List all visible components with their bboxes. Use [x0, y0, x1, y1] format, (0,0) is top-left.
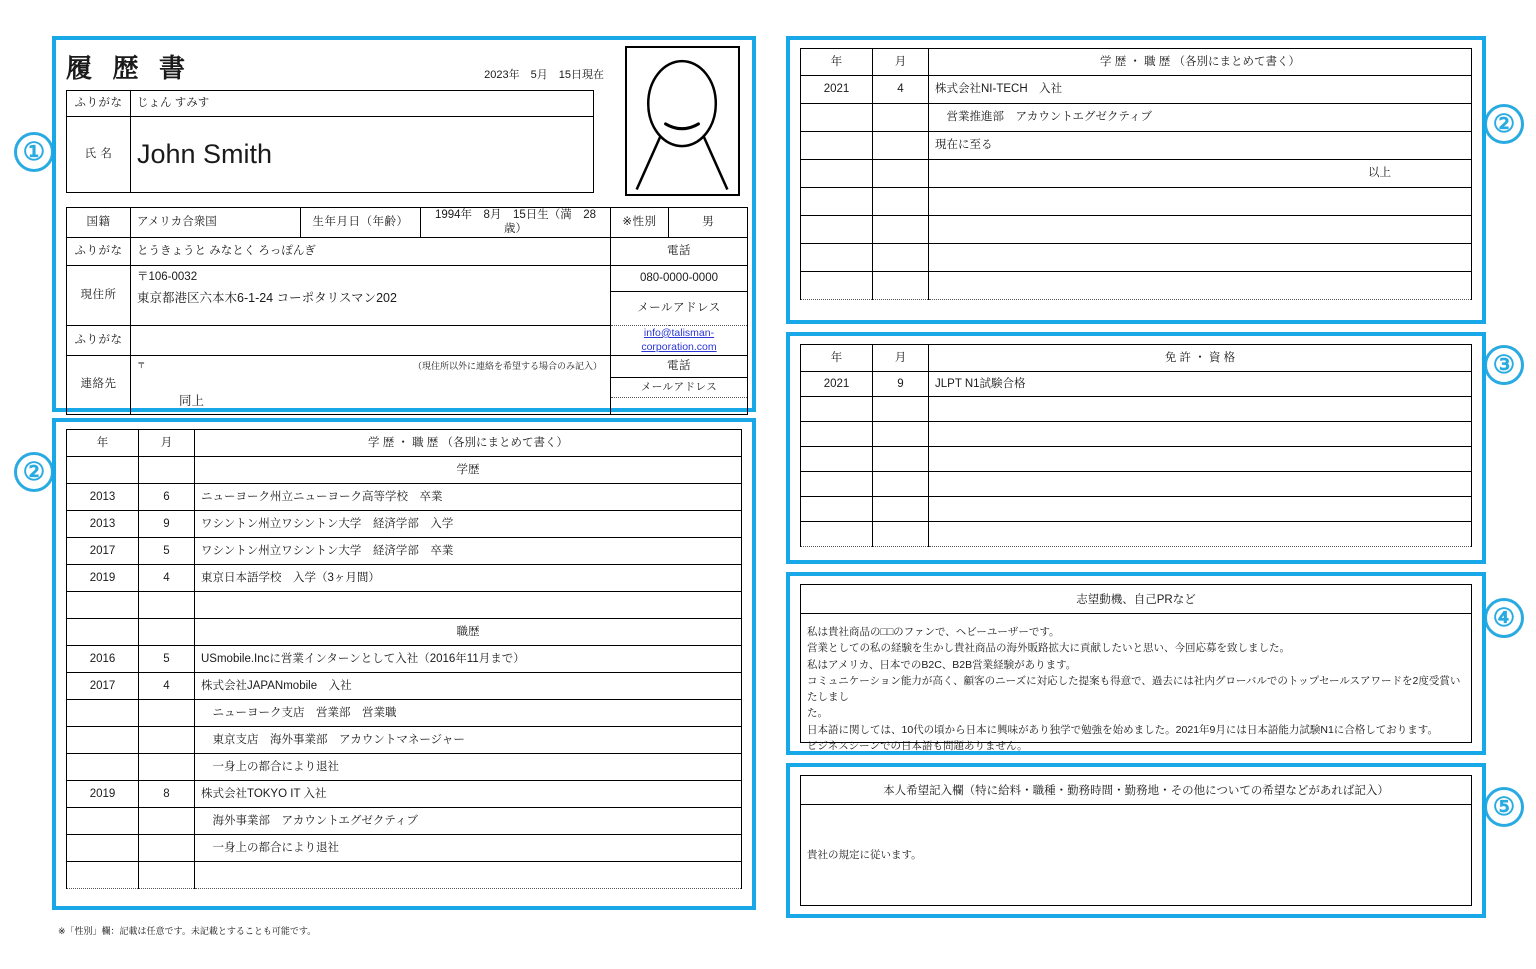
- portrait-icon: [627, 48, 738, 194]
- name-table-wrap: [66, 90, 594, 193]
- contact-value: 同上: [131, 377, 611, 414]
- cell-year: [801, 522, 873, 547]
- col-year: 年: [801, 49, 873, 76]
- table-header-row: [801, 49, 1472, 76]
- table-row: [67, 325, 748, 355]
- cell-month: [139, 835, 195, 862]
- cell-description: [929, 397, 1472, 422]
- cell-description: ワシントン州立ワシントン大学 経済学部 入学: [195, 511, 742, 538]
- cell-month: [139, 592, 195, 619]
- licenses-section: [786, 332, 1486, 564]
- table-row: [67, 208, 748, 238]
- cell-month: [139, 862, 195, 889]
- marker-5: ⑤: [1484, 787, 1524, 827]
- cell-description: 東京支店 海外事業部 アカウントマネージャー: [195, 727, 742, 754]
- cell-month: 4: [139, 565, 195, 592]
- cell-month: [873, 188, 929, 216]
- email-link[interactable]: info@talisman-corporation.com: [641, 326, 717, 354]
- cell-month: [139, 619, 195, 646]
- cell-month: 6: [139, 484, 195, 511]
- table-row: [801, 372, 1472, 397]
- cell-year: [67, 862, 139, 889]
- cell-description: [195, 592, 742, 619]
- table-row: [67, 484, 742, 511]
- birth-value: 1994年 8月 15日生（満 28歳）: [421, 208, 611, 238]
- nationality-label: 国籍: [67, 208, 131, 238]
- table-header-row: [801, 345, 1472, 372]
- cell-month: 5: [139, 538, 195, 565]
- furigana-name-value: じょん すみす: [131, 91, 594, 117]
- cell-year: 2021: [801, 372, 873, 397]
- table-row: [67, 237, 748, 265]
- contact-mail-value: [611, 398, 747, 414]
- cell-month: [873, 132, 929, 160]
- contact-note: （現住所以外に連絡を希望する場合のみ記入）: [412, 360, 602, 371]
- cell-month: [873, 272, 929, 300]
- page-title: 履 歴 書: [66, 54, 193, 83]
- col-year: 年: [67, 430, 139, 457]
- table-row: [801, 188, 1472, 216]
- contact-furigana-label: ふりがな: [67, 325, 131, 355]
- cell-month: [139, 457, 195, 484]
- marker-3: ③: [1484, 345, 1524, 385]
- cell-month: [873, 447, 929, 472]
- table-row: [801, 132, 1472, 160]
- motivation-line: 日本語に関しては、10代の頃から日本に興味があり独学で勉強を始めました。2021年9月には日本語能力試験N1に合格しております。: [807, 723, 1438, 736]
- cell-description: [929, 422, 1472, 447]
- cell-description: 現在に至る: [929, 132, 1472, 160]
- table-row: [801, 160, 1472, 188]
- cell-month: [873, 104, 929, 132]
- cell-year: [801, 132, 873, 160]
- cell-year: [801, 447, 873, 472]
- cell-year: [67, 592, 139, 619]
- motivation-line: ビジネスシーンでの日本語も問題ありません。: [807, 739, 1028, 752]
- cell-year: [67, 619, 139, 646]
- photo-placeholder: [625, 46, 740, 196]
- cell-month: [139, 754, 195, 781]
- cell-description: [929, 216, 1472, 244]
- gender-label: ※性別: [611, 208, 669, 238]
- cell-year: [801, 472, 873, 497]
- cell-month: [873, 244, 929, 272]
- table-row: [801, 447, 1472, 472]
- cell-month: [139, 727, 195, 754]
- name-label: 氏 名: [67, 117, 131, 193]
- marker-4: ④: [1484, 598, 1524, 638]
- cell-description: 株式会社NI-TECH 入社: [929, 76, 1472, 104]
- motivation-title: 志望動機、自己PRなど: [801, 585, 1471, 614]
- cell-month: 9: [873, 372, 929, 397]
- cell-description: [929, 497, 1472, 522]
- table-row: [801, 216, 1472, 244]
- cell-description: JLPT N1試験合格: [929, 372, 1472, 397]
- nationality-value: アメリカ合衆国: [131, 208, 301, 238]
- cell-year: 2017: [67, 538, 139, 565]
- address-furigana-label: ふりがな: [67, 237, 131, 265]
- cell-description: 株式会社TOKYO IT 入社: [195, 781, 742, 808]
- identity-table-wrap: [66, 207, 748, 415]
- cell-year: [67, 808, 139, 835]
- table-row: [67, 781, 742, 808]
- cell-description: ニューヨーク州立ニューヨーク高等学校 卒業: [195, 484, 742, 511]
- table-row: [67, 862, 742, 889]
- cell-description: 一身上の都合により退社: [195, 754, 742, 781]
- personal-info-section: [52, 36, 756, 412]
- cell-description: [929, 447, 1472, 472]
- cell-year: 2016: [67, 646, 139, 673]
- contact-postal: 〒: [137, 359, 146, 370]
- col-description: 免 許 ・ 資 格: [929, 345, 1472, 372]
- motivation-box: [800, 584, 1472, 752]
- furigana-label: ふりがな: [67, 91, 131, 117]
- cell-month: 4: [139, 673, 195, 700]
- cell-year: [67, 700, 139, 727]
- license-rows: [801, 372, 1472, 547]
- marker-1: ①: [14, 132, 54, 172]
- motivation-line: 営業としての私の経験を生かし貴社商品の海外販路拡大に貢献したいと思い、今回応募を致しました。: [807, 642, 1290, 655]
- cell-description: [195, 862, 742, 889]
- cell-month: [873, 422, 929, 447]
- cell-month: 8: [139, 781, 195, 808]
- motivation-section: [786, 572, 1486, 755]
- motivation-body: [801, 614, 1471, 764]
- col-description: 学 歴 ・ 職 歴 （各別にまとめて書く）: [929, 49, 1472, 76]
- table-header-row: [67, 430, 742, 457]
- table-row: [67, 808, 742, 835]
- cell-description: 学歴: [195, 457, 742, 484]
- identity-table: [66, 207, 748, 415]
- cell-month: [873, 497, 929, 522]
- motivation-line: 私は貴社商品の□□のファンで、ヘビーユーザーです。: [807, 626, 1060, 638]
- table-row: [67, 538, 742, 565]
- cell-year: 2017: [67, 673, 139, 700]
- table-row: [801, 472, 1472, 497]
- history-section-right: [786, 36, 1486, 324]
- cell-month: [139, 808, 195, 835]
- table-row: [801, 422, 1472, 447]
- cell-month: 5: [139, 646, 195, 673]
- cell-year: [801, 272, 873, 300]
- address-label: 現住所: [67, 265, 131, 325]
- cell-description: 海外事業部 アカウントエグゼクティブ: [195, 808, 742, 835]
- mail-label: メールアドレス: [611, 291, 748, 325]
- tel-value: 080-0000-0000: [611, 265, 748, 291]
- table-row: [801, 397, 1472, 422]
- table-row: [67, 673, 742, 700]
- history-table-left: [66, 429, 742, 889]
- contact-postal-row: [131, 355, 611, 377]
- table-row: [67, 91, 594, 117]
- cell-description: ニューヨーク支店 営業部 営業職: [195, 700, 742, 727]
- cell-month: [873, 160, 929, 188]
- col-description: 学 歴 ・ 職 歴 （各別にまとめて書く）: [195, 430, 742, 457]
- cell-description: [929, 188, 1472, 216]
- table-row: [801, 244, 1472, 272]
- tel-label: 電話: [611, 237, 748, 265]
- cell-year: [801, 160, 873, 188]
- history-section-left: [52, 418, 756, 910]
- table-row: [67, 727, 742, 754]
- table-row: [801, 522, 1472, 547]
- motivation-line: コミュニケーション能力が高く、顧客のニーズに対応した提案も得意で、過去には社内グローバルでのトップセールスアワードを2度受賞いたしまし: [807, 674, 1461, 704]
- history-rows-right: [801, 76, 1472, 300]
- table-row: [801, 104, 1472, 132]
- motivation-line: 私はアメリカ、日本でのB2C、B2B営業経験があります。: [807, 658, 1077, 671]
- history-rows-left: [67, 457, 742, 889]
- history-table-right: [800, 48, 1472, 300]
- marker-2-right: ②: [1484, 104, 1524, 144]
- request-box: [800, 775, 1472, 906]
- table-row: [67, 377, 748, 414]
- cell-description: [929, 244, 1472, 272]
- gender-value: 男: [669, 208, 748, 238]
- col-month: 月: [873, 345, 929, 372]
- table-row: [67, 835, 742, 862]
- request-section: [786, 763, 1486, 918]
- table-row: [67, 457, 742, 484]
- col-year: 年: [801, 345, 873, 372]
- gender-footnote: ※「性別」欄：記載は任意です。未記載とすることも可能です。: [58, 926, 317, 936]
- cell-description: 株式会社JAPANmobile 入社: [195, 673, 742, 700]
- cell-year: [801, 188, 873, 216]
- table-row: [67, 117, 594, 193]
- name-table: [66, 90, 594, 193]
- cell-month: [873, 216, 929, 244]
- table-row: [67, 592, 742, 619]
- cell-month: [873, 472, 929, 497]
- table-row: [67, 619, 742, 646]
- cell-year: [67, 727, 139, 754]
- table-row: [67, 565, 742, 592]
- contact-furigana-value: [131, 325, 611, 355]
- cell-description: 一身上の都合により退社: [195, 835, 742, 862]
- cell-month: [873, 522, 929, 547]
- cell-year: [801, 397, 873, 422]
- table-row: [67, 646, 742, 673]
- cell-year: [801, 104, 873, 132]
- cell-month: 4: [873, 76, 929, 104]
- contact-mail-label: メールアドレス: [611, 378, 747, 398]
- name-value: John Smith: [131, 117, 594, 193]
- table-row: [67, 754, 742, 781]
- request-title: 本人希望記入欄（特に給料・職種・勤務時間・勤務地・その他についての希望などがあれば記入）: [801, 776, 1471, 805]
- table-row: [801, 272, 1472, 300]
- cell-year: 2013: [67, 484, 139, 511]
- marker-2-left: ②: [14, 452, 54, 492]
- cell-description: 以上: [929, 160, 1472, 188]
- licenses-table: [800, 344, 1472, 547]
- table-row: [67, 700, 742, 727]
- cell-description: USmobile.Incに営業インターンとして入社（2016年11月まで）: [195, 646, 742, 673]
- contact-mail-cell: [611, 377, 748, 414]
- cell-description: [929, 272, 1472, 300]
- cell-month: [873, 397, 929, 422]
- cell-description: 東京日本語学校 入学（3ヶ月間）: [195, 565, 742, 592]
- cell-month: [139, 700, 195, 727]
- cell-year: [67, 457, 139, 484]
- cell-year: 2013: [67, 511, 139, 538]
- cell-description: [929, 472, 1472, 497]
- table-row: [801, 76, 1472, 104]
- cell-year: 2021: [801, 76, 873, 104]
- contact-tel-label: 電話: [611, 355, 748, 377]
- table-row: [67, 355, 748, 377]
- cell-month: 9: [139, 511, 195, 538]
- col-month: 月: [873, 49, 929, 76]
- cell-year: [67, 835, 139, 862]
- table-row: [67, 291, 748, 325]
- address-value: 東京都港区六本木6-1-24 コーポタリスマン202: [131, 291, 611, 325]
- motivation-line: た。: [807, 707, 828, 720]
- document-date: 2023年 5月 15日現在: [484, 69, 604, 81]
- cell-year: [801, 244, 873, 272]
- cell-year: [801, 216, 873, 244]
- col-month: 月: [139, 430, 195, 457]
- address-postal: 〒106-0032: [131, 265, 611, 291]
- cell-year: 2019: [67, 565, 139, 592]
- table-row: [801, 497, 1472, 522]
- cell-description: [929, 522, 1472, 547]
- birth-label: 生年月日（年齢）: [301, 208, 421, 238]
- contact-label: 連絡先: [67, 355, 131, 414]
- table-row: [67, 265, 748, 291]
- cell-year: [801, 497, 873, 522]
- table-row: [67, 511, 742, 538]
- mail-value-cell: [611, 325, 748, 355]
- cell-year: [67, 754, 139, 781]
- request-body: 貴社の規定に従います。: [807, 848, 922, 861]
- cell-description: 職歴: [195, 619, 742, 646]
- address-furigana-value: とうきょうと みなとく ろっぽんぎ: [131, 237, 611, 265]
- cell-year: 2019: [67, 781, 139, 808]
- cell-year: [801, 422, 873, 447]
- cell-description: ワシントン州立ワシントン大学 経済学部 卒業: [195, 538, 742, 565]
- cell-description: 営業推進部 アカウントエグゼクティブ: [929, 104, 1472, 132]
